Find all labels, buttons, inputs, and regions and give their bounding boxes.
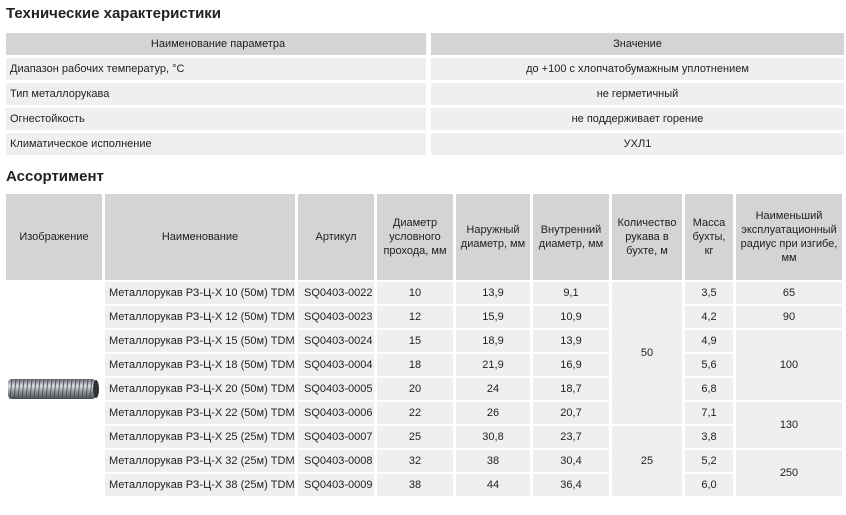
metal-hose-icon	[8, 374, 100, 404]
specs-value: УХЛ1	[431, 133, 844, 155]
header-image: Изображение	[6, 194, 102, 280]
cell-nominal: 20	[377, 378, 453, 400]
cell-nominal: 38	[377, 474, 453, 496]
cell-article: SQ0403-0007	[298, 426, 374, 448]
table-row	[6, 402, 842, 424]
cell-nominal: 18	[377, 354, 453, 376]
specs-row	[6, 133, 844, 155]
cell-outer: 38	[456, 450, 530, 472]
specs-param: Климатическое исполнение	[6, 133, 426, 155]
table-row	[6, 378, 842, 400]
cell-nominal: 25	[377, 426, 453, 448]
assortment-header-row	[6, 194, 842, 280]
cell-name: Металлорукав РЗ-Ц-Х 15 (50м) TDM	[105, 330, 295, 352]
table-row	[6, 282, 842, 304]
cell-inner: 18,7	[533, 378, 609, 400]
cell-length-group: 25	[612, 426, 682, 496]
cell-nominal: 32	[377, 450, 453, 472]
header-inner-diameter: Внутренний диаметр, мм	[533, 194, 609, 280]
specs-row	[6, 108, 844, 130]
specs-param: Диапазон рабочих температур, °C	[6, 58, 426, 80]
specs-param: Тип металлорукава	[6, 83, 426, 105]
cell-mass: 3,5	[685, 282, 733, 304]
cell-mass: 3,8	[685, 426, 733, 448]
cell-mass: 4,9	[685, 330, 733, 352]
cell-inner: 20,7	[533, 402, 609, 424]
cell-mass: 7,1	[685, 402, 733, 424]
header-radius: Наименьший эксплуатационный радиус при изгибе, мм	[736, 194, 842, 280]
table-row	[6, 330, 842, 352]
cell-outer: 18,9	[456, 330, 530, 352]
header-nominal-diameter: Диаметр условного прохода, мм	[377, 194, 453, 280]
cell-outer: 15,9	[456, 306, 530, 328]
cell-inner: 9,1	[533, 282, 609, 304]
header-length: Количество рукава в бухте, м	[612, 194, 682, 280]
specs-value: до +100 с хлопчатобумажным уплотнением	[431, 58, 844, 80]
table-row	[6, 450, 842, 472]
cell-name: Металлорукав РЗ-Ц-Х 32 (25м) TDM	[105, 450, 295, 472]
cell-name: Металлорукав РЗ-Ц-Х 20 (50м) TDM	[105, 378, 295, 400]
cell-radius-group: 100	[736, 330, 842, 400]
cell-inner: 36,4	[533, 474, 609, 496]
cell-name: Металлорукав РЗ-Ц-Х 22 (50м) TDM	[105, 402, 295, 424]
cell-nominal: 12	[377, 306, 453, 328]
table-row	[6, 426, 842, 448]
cell-inner: 10,9	[533, 306, 609, 328]
specs-param: Огнестойкость	[6, 108, 426, 130]
cell-inner: 30,4	[533, 450, 609, 472]
specs-value: не герметичный	[431, 83, 844, 105]
cell-name: Металлорукав РЗ-Ц-Х 38 (25м) TDM	[105, 474, 295, 496]
specs-header-row	[6, 33, 844, 55]
cell-article: SQ0403-0009	[298, 474, 374, 496]
hose-image	[6, 282, 102, 496]
specs-table	[6, 30, 844, 158]
header-mass: Масса бухты, кг	[685, 194, 733, 280]
cell-article: SQ0403-0008	[298, 450, 374, 472]
cell-article: SQ0403-0022	[298, 282, 374, 304]
cell-nominal: 22	[377, 402, 453, 424]
cell-article: SQ0403-0024	[298, 330, 374, 352]
cell-radius-group: 65	[736, 282, 842, 304]
cell-article: SQ0403-0004	[298, 354, 374, 376]
header-outer-diameter: Наружный диаметр, мм	[456, 194, 530, 280]
cell-inner: 23,7	[533, 426, 609, 448]
cell-length-group: 50	[612, 282, 682, 424]
table-row	[6, 474, 842, 496]
specs-value: не поддерживает горение	[431, 108, 844, 130]
cell-name: Металлорукав РЗ-Ц-Х 25 (25м) TDM	[105, 426, 295, 448]
header-name: Наименование	[105, 194, 295, 280]
cell-name: Металлорукав РЗ-Ц-Х 12 (50м) TDM	[105, 306, 295, 328]
cell-name: Металлорукав РЗ-Ц-Х 18 (50м) TDM	[105, 354, 295, 376]
cell-radius-group: 250	[736, 450, 842, 496]
assortment-table	[3, 192, 845, 498]
cell-radius-group: 90	[736, 306, 842, 328]
specs-header-value: Значение	[431, 33, 844, 55]
cell-outer: 24	[456, 378, 530, 400]
specs-title: Технические характеристики	[6, 5, 222, 22]
cell-outer: 26	[456, 402, 530, 424]
cell-article: SQ0403-0005	[298, 378, 374, 400]
assortment-title: Ассортимент	[6, 168, 104, 185]
cell-mass: 5,2	[685, 450, 733, 472]
cell-article: SQ0403-0023	[298, 306, 374, 328]
cell-article: SQ0403-0006	[298, 402, 374, 424]
cell-mass: 6,0	[685, 474, 733, 496]
cell-radius-group: 130	[736, 402, 842, 448]
cell-inner: 13,9	[533, 330, 609, 352]
cell-outer: 30,8	[456, 426, 530, 448]
cell-mass: 6,8	[685, 378, 733, 400]
cell-inner: 16,9	[533, 354, 609, 376]
specs-header-param: Наименование параметра	[6, 33, 426, 55]
cell-mass: 5,6	[685, 354, 733, 376]
specs-row	[6, 83, 844, 105]
cell-nominal: 10	[377, 282, 453, 304]
cell-outer: 13,9	[456, 282, 530, 304]
table-row	[6, 306, 842, 328]
table-row	[6, 354, 842, 376]
cell-nominal: 15	[377, 330, 453, 352]
cell-outer: 44	[456, 474, 530, 496]
cell-outer: 21,9	[456, 354, 530, 376]
cell-mass: 4,2	[685, 306, 733, 328]
cell-name: Металлорукав РЗ-Ц-Х 10 (50м) TDM	[105, 282, 295, 304]
specs-row	[6, 58, 844, 80]
header-article: Артикул	[298, 194, 374, 280]
